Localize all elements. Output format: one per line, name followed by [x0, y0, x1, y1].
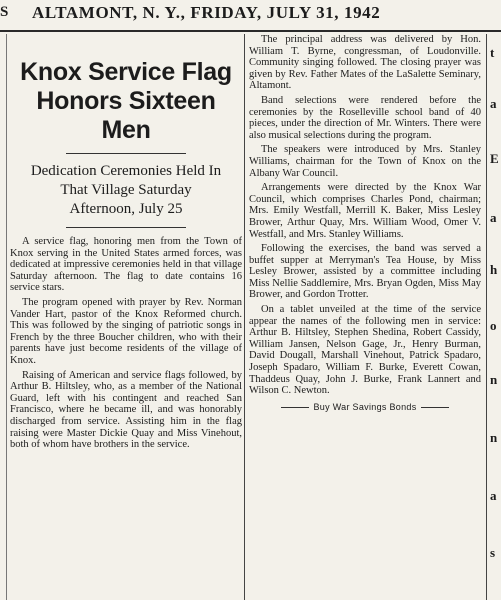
next-column-fragment: E: [490, 151, 499, 166]
left-edge-border: [0, 34, 7, 600]
article-column-1: [10, 34, 242, 454]
article-paragraph: The program opened with prayer by Rev. Norman Vander Hart, pastor of the Knox Reformed church. This was followed by the singing of patriotic songs in French by the three Boucher children, who with their parents have just become residents of the village of Knox.: [10, 296, 242, 366]
next-column-fragment: h: [490, 262, 498, 277]
subheadline-line-2: That Village Saturday: [60, 182, 192, 198]
previous-column-fragment: S: [0, 4, 9, 20]
next-column-fragment: n: [490, 430, 498, 445]
article-paragraph: Following the exercises, the band was served a buffet supper at Merryman's Tea House, by Miss Lesley Brower, assisted by a committee including Miss Nellie Saddlemire, Mrs. Bryan Ogden, Miss May Brower, and Gordon Trotter.: [249, 243, 481, 301]
next-column-fragment: a: [490, 488, 497, 503]
next-column-fragment: a: [490, 210, 497, 225]
article-paragraph: Arrangements were directed by the Knox War Council, which comprises Charles Pond, chairman; Mrs. Emily Westfall, Merrill K. Baker, Miss Lesley Brower, Arthur Quay, Mrs. William Wood, Omer V. Westfall, and Mrs. Stanley Williams.: [249, 182, 481, 240]
headline-rule: [66, 153, 186, 154]
article-paragraph: The speakers were introduced by Mrs. Stanley Williams, chairman for the Town of Knox on the Albany War Council.: [249, 144, 481, 179]
next-column-fragment: s: [490, 545, 496, 560]
article-column-2: [249, 34, 481, 412]
article-paragraph: On a tablet unveiled at the time of the service appear the names of the following men in service: Arthur B. Hiltsley, Stephen Shedina, Robert Cassidy, William Jansen, Nelson Gage, Jr., Henry Burman, David Dougall, Marshall Vinehout, Patrick Spadaro, Joseph Spadaro, William F. Burke, Everett Cowan, Thaddeus Quay, John J. Burke, Frank Lannert and Wilson C. Newton.: [249, 304, 481, 397]
banner-rule-left: [281, 407, 309, 408]
subheadline-line-3: Afternoon, July 25: [69, 201, 183, 217]
subheadline: [10, 162, 242, 219]
headline-line-1: Knox Service Flag: [20, 58, 232, 86]
headline: [10, 58, 242, 145]
headline-line-2: Honors Sixteen Men: [36, 87, 216, 144]
next-column-fragment: t: [490, 45, 495, 60]
subheadline-rule: [66, 227, 186, 228]
column-divider: [244, 34, 245, 600]
article-paragraph: Band selections were rendered before the ceremonies by the Roselleville school band of 40 pieces, under the direction of Mr. Winters. There were also musical selections during the program.: [249, 94, 481, 141]
article-paragraph: Raising of American and service flags followed, by Arthur B. Hiltsley, who, as a member of the National Guard, left with his contingent and reached San Francisco, where he became ill, and was honorably discharged from service. Assisting him in the flag raising were Master Dickie Quay and Miss Vinehout, both of whom have brothers in the service.: [10, 369, 242, 451]
banner-rule-right: [421, 407, 449, 408]
article-paragraph: A service flag, honoring men from the Town of Knox serving in the United States armed forces, was dedicated at impressive ceremonies held in that village Saturday afternoon. The flag to date contains 16 service stars.: [10, 236, 242, 294]
war-bonds-banner: [249, 402, 481, 412]
next-column-fragment: o: [490, 318, 497, 333]
article-paragraph: The principal address was delivered by Hon. William T. Byrne, congressman, of Loudonville. Community singing followed. The closing prayer was given by Rev. Father Mates of the LaSalette Seminary, Altamont.: [249, 34, 481, 92]
column-divider-right: [486, 34, 487, 600]
next-column-fragment: n: [490, 372, 498, 387]
subheadline-line-1: Dedication Ceremonies Held In: [30, 163, 222, 179]
war-bonds-text: Buy War Savings Bonds: [313, 401, 417, 412]
dateline: ALTAMONT, N. Y., FRIDAY, JULY 31, 1942: [32, 3, 381, 22]
masthead: [0, 0, 501, 32]
next-column-fragment: a: [490, 96, 497, 111]
